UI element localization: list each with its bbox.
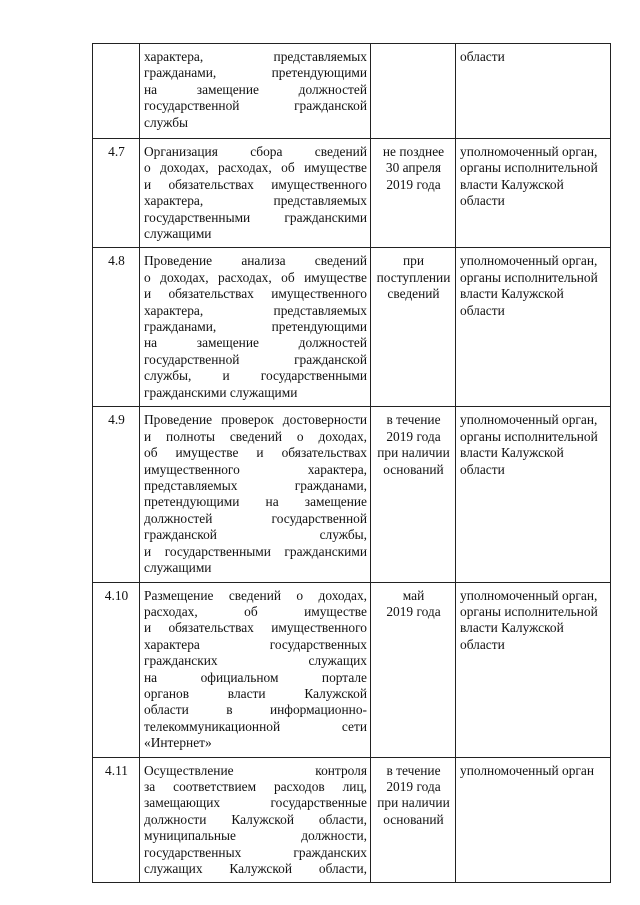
measure-text [140, 248, 371, 407]
text-line: государственных гражданских [144, 844, 367, 860]
item-number: 4.9 [93, 407, 140, 582]
table-row [93, 248, 611, 407]
measure-text [140, 407, 371, 582]
text-line: на официальном портале [144, 669, 367, 685]
resp-line: области [460, 302, 505, 318]
resp-line: уполномоченный орган [460, 762, 595, 778]
measure-text [140, 44, 371, 139]
text-line: характера государственных [144, 636, 367, 652]
text-line: представляемых гражданами, [144, 478, 367, 494]
text-line: характера, представляемых [144, 302, 367, 318]
text-line: о доходах, расходах, об имуществе [144, 160, 367, 176]
resp-line: области [460, 49, 505, 64]
text-line: Размещение сведений о доходах, [144, 587, 367, 603]
text-line: «Интернет» [144, 735, 212, 751]
text-line: претендующими на замещение [144, 494, 367, 510]
term-line: 2019 года [386, 176, 441, 192]
text-line: гражданской службы, [144, 527, 367, 543]
text-line: гражданами, претендующими [144, 65, 367, 81]
term-line: при наличии [377, 445, 450, 461]
responsible-cell [456, 757, 611, 883]
responsible-cell [456, 582, 611, 757]
text-line: характера, представляемых [144, 49, 367, 64]
text-line: области в информационно- [144, 702, 367, 718]
term-cell [371, 757, 456, 883]
text-line: имущественного характера, [144, 461, 367, 477]
text-line: расходах, об имуществе [144, 603, 367, 619]
resp-line: уполномоченный орган, [460, 412, 598, 428]
measure-text [140, 582, 371, 757]
resp-line: власти Калужской [460, 445, 564, 461]
item-number: 4.11 [93, 757, 140, 883]
item-number: 4.8 [93, 248, 140, 407]
term-line: 2019 года [386, 603, 441, 619]
term-cell [371, 139, 456, 248]
text-line: муниципальные должности, [144, 828, 367, 844]
resp-line: уполномоченный орган, [460, 144, 598, 159]
table-body [93, 44, 611, 883]
term-line: в течение [386, 762, 441, 778]
text-line: и обязательствах имущественного [144, 176, 367, 192]
term-cell [371, 44, 456, 139]
text-line: за соответствием расходов лиц, [144, 778, 367, 794]
text-line: служащими [144, 560, 212, 576]
resp-line: области [460, 636, 505, 652]
text-line: служащих Калужской области, [144, 861, 367, 876]
term-line: в течение [386, 412, 441, 428]
plan-table [92, 43, 611, 883]
resp-line: уполномоченный орган, [460, 253, 598, 269]
text-line: органов власти Калужской [144, 685, 367, 701]
text-line: замещающих государственные [144, 795, 367, 811]
text-line: государственной гражданской [144, 98, 367, 114]
text-line: гражданскими служащими [144, 384, 298, 400]
text-line: службы [144, 114, 189, 130]
resp-line: власти Калужской [460, 620, 564, 636]
term-line: 2019 года [386, 428, 441, 444]
item-number: 4.10 [93, 582, 140, 757]
measure-text [140, 757, 371, 883]
resp-line: органы исполнительной [460, 160, 598, 176]
responsible-cell [456, 139, 611, 248]
text-line: гражданами, претендующими [144, 319, 367, 335]
term-line: 2019 года [386, 778, 441, 794]
responsible-cell [456, 44, 611, 139]
text-line: о доходах, расходах, об имуществе [144, 269, 367, 285]
text-line: Организация сбора сведений [144, 144, 367, 159]
table-row [93, 757, 611, 883]
text-line: государственной гражданской [144, 351, 367, 367]
resp-line: органы исполнительной [460, 428, 598, 444]
text-line: службы, и государственными [144, 368, 367, 384]
resp-line: органы исполнительной [460, 269, 598, 285]
table-row [93, 44, 611, 139]
term-line: при наличии [377, 795, 450, 811]
text-line: на замещение должностей [144, 81, 367, 97]
item-number: 4.7 [93, 139, 140, 248]
table-row [93, 582, 611, 757]
text-line: служащими [144, 226, 212, 242]
term-line: не позднее [382, 144, 445, 159]
text-line: характера, представляемых [144, 193, 367, 209]
term-line: оснований [383, 811, 444, 827]
resp-line: уполномоченный орган, [460, 587, 598, 603]
text-line: и обязательствах имущественного [144, 286, 367, 302]
text-line: и полноты сведений о доходах, [144, 428, 367, 444]
responsible-cell [456, 248, 611, 407]
term-line: поступлении [376, 269, 451, 285]
text-line: должности Калужской области, [144, 811, 367, 827]
term-cell [371, 248, 456, 407]
responsible-cell [456, 407, 611, 582]
table-row [93, 407, 611, 582]
term-line: май [402, 587, 425, 603]
text-line: Проведение анализа сведений [144, 253, 367, 269]
term-cell [371, 582, 456, 757]
resp-line: области [460, 193, 505, 209]
text-line: гражданских служащих [144, 653, 367, 669]
text-line: и обязательствах имущественного [144, 620, 367, 636]
resp-line: органы исполнительной [460, 603, 598, 619]
measure-text [140, 139, 371, 248]
term-line: 30 апреля [385, 160, 442, 176]
table-row [93, 139, 611, 248]
resp-line: власти Калужской [460, 286, 564, 302]
text-line: Проведение проверок достоверности [144, 412, 367, 428]
term-cell [371, 407, 456, 582]
term-line: при [402, 253, 425, 269]
text-line: и государственными гражданскими [144, 543, 367, 559]
text-line: должностей государственной [144, 510, 367, 526]
term-line: оснований [383, 461, 444, 477]
resp-line: области [460, 461, 505, 477]
text-line: об имуществе и обязательствах [144, 445, 367, 461]
item-number [93, 44, 140, 139]
term-line: сведений [387, 286, 440, 302]
text-line: телекоммуникационной сети [144, 718, 367, 734]
text-line: государственными гражданскими [144, 209, 367, 225]
text-line: Осуществление контроля [144, 762, 367, 778]
text-line: на замещение должностей [144, 335, 367, 351]
resp-line: власти Калужской [460, 176, 564, 192]
